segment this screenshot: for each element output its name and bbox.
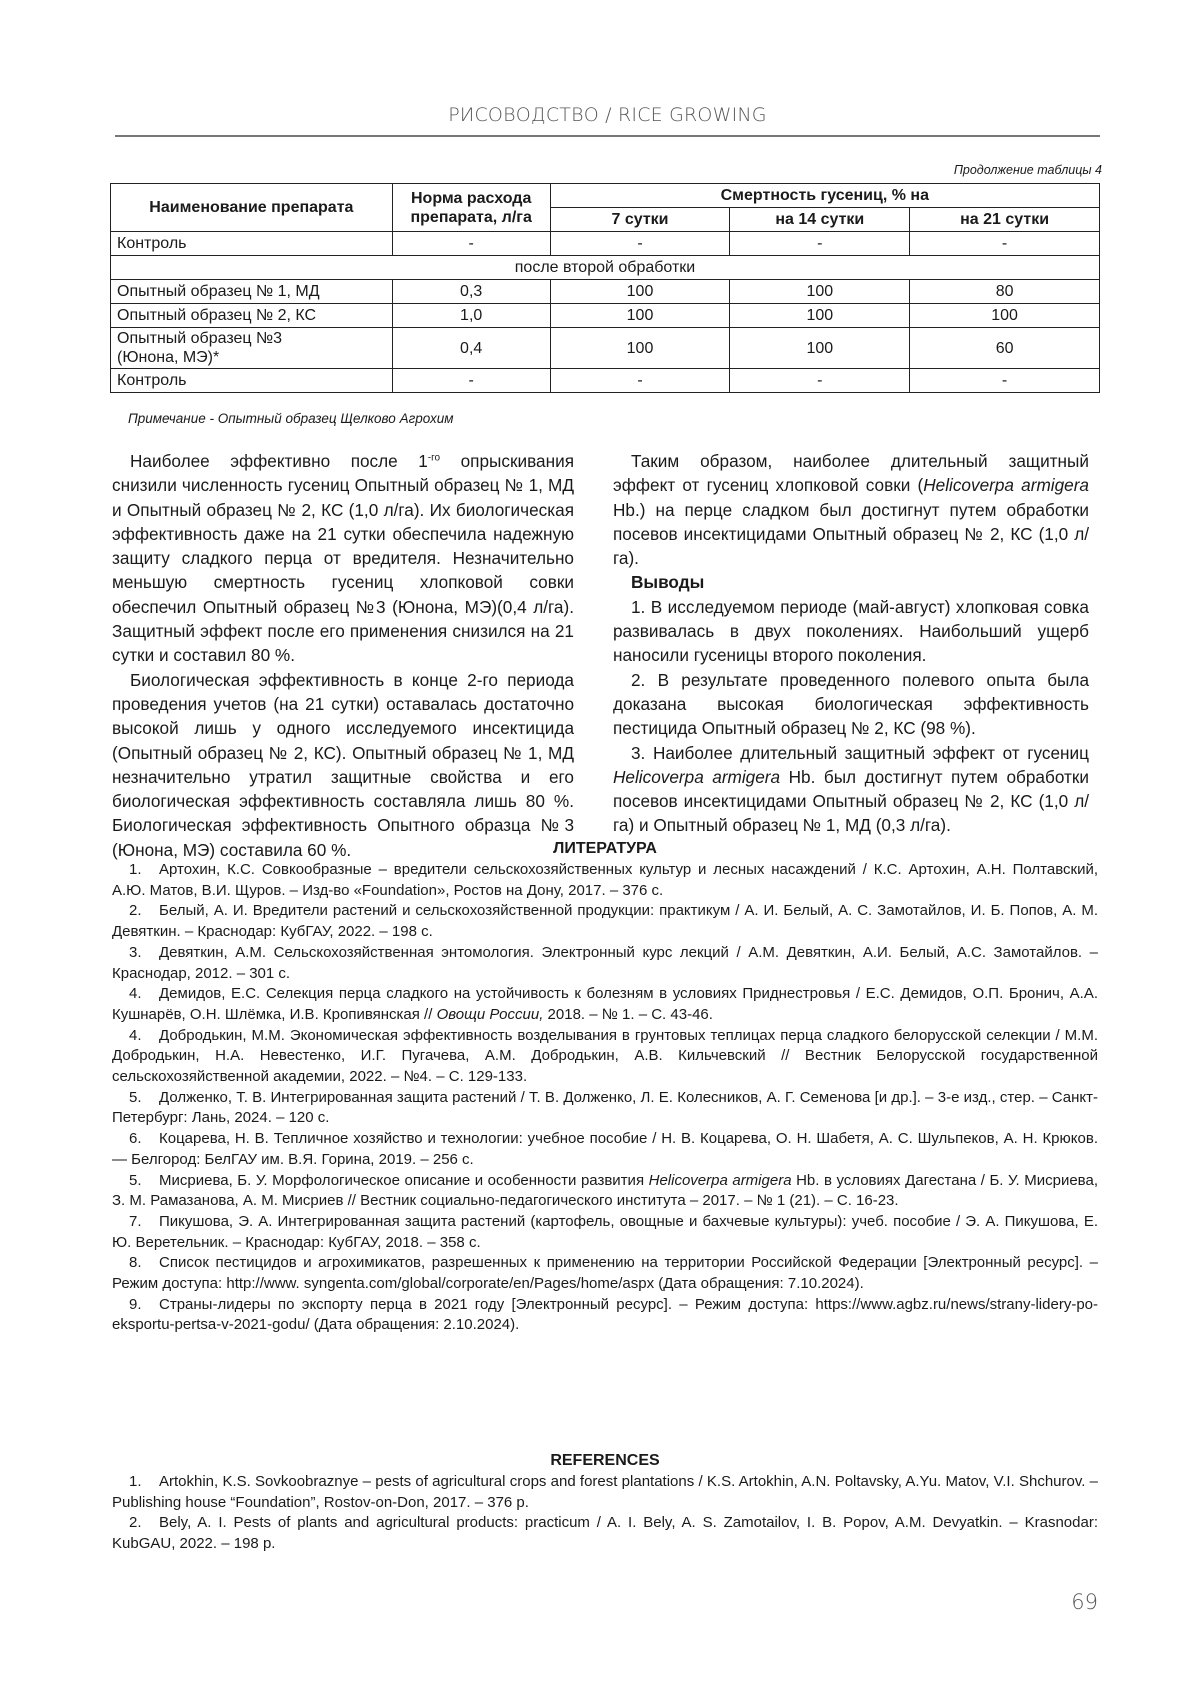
ref-text: Мисриева, Б. У. Морфологическое описание и особенности развития: [159, 1171, 649, 1189]
text: опрыскивания снизили численность гусениц Опытный образец № 1, МД и Опытный образец № 2, КС (1,0 л/га). Их биологическая эффективность даже на 21 сутки обеспечила надежную защиту сладкого перца от вредителя. Незначительно меньшую смертность гусениц хлопковой совки обеспечил Опытный образец №3 (Юнона, МЭ)(0,4 л/га). Защитный эффект после его применения снизился на 21 сутки и составил 80 %.: [112, 451, 574, 666]
table-header-row: [111, 184, 1100, 208]
ref-number: 6.: [129, 1130, 142, 1148]
cell-day21: -: [910, 232, 1100, 256]
cell-day7: 100: [550, 328, 730, 369]
header-rule: [115, 135, 1100, 137]
ref-text: Добродькин, М.М. Экономическая эффективность возделывания в грунтовых теплицах перца сладкого белорусской селекции / М.М. Добродькин, Н.А. Невестенко, И.Г. Пугачева, А.М. Добродькин, А.В. Кильчевский // Вестник Белорусской государственной сельскохозяйственной академии, 2022. – №4. – С. 129-133.: [112, 1026, 1098, 1086]
body-column-left: [112, 449, 574, 862]
col-header-day21: на 21 сутки: [910, 208, 1100, 232]
reference-item: [112, 1088, 1098, 1129]
reference-item: [112, 1129, 1098, 1170]
cell-name: Контроль: [111, 369, 393, 393]
col-header-rate: Норма расхода препарата, л/га: [392, 184, 550, 232]
col-header-mortality: Смертность гусениц, % на: [550, 184, 1099, 208]
paragraph: Биологическая эффективность в конце 2-го периода проведения учетов (на 21 сутки) оставалась достаточно высокой лишь у одного исследуемого инсектицида (Опытный образец № 2, КС). Опытный образец № 1, МД незначительно утратил защитные свойства и его биологическая эффективность составляла лишь 80 %. Биологическая эффективность Опытного образца №3 (Юнона, МЭ) составила 60 %.: [112, 669, 574, 860]
text: Наиболее эффективно после 1: [130, 451, 428, 471]
ref-text: Hb. в условиях Дагестана / Б. У. Мисриева, З. М. Рамазанова, А. М. Мисриев // Вестник социально-педагогического института – 2017. – № 1 (21). – С. 16-23.: [112, 1171, 1098, 1210]
ref-number: 1.: [129, 861, 142, 878]
ref-number: 9.: [129, 1295, 142, 1313]
body-column-right: [613, 449, 1089, 838]
cell-day14: -: [730, 232, 910, 256]
page-number: 69: [1071, 1590, 1098, 1614]
reference-item: [112, 1171, 1098, 1212]
ref-text: Коцарева, Н. В. Тепличное хозяйство и технологии: учебное пособие / Н. В. Коцарева, О. Н. Шабетя, А. С. Шульпеков, А. Н. Крюков. — Белгород: БелГАУ им. В.Я. Горина, 2019. – 256 с.: [112, 1130, 1098, 1168]
cell-day7: -: [550, 369, 730, 393]
cell-day14: 100: [730, 304, 910, 328]
cell-day14: -: [730, 369, 910, 393]
table-note: Примечание - Опытный образец Щелково Агрохим: [128, 411, 454, 426]
cell-day21: 100: [910, 304, 1100, 328]
ref-number: 2.: [129, 902, 142, 920]
text: Таким образом, наиболее длительный защитный эффект от гусениц хлопковой совки (: [613, 451, 1089, 496]
conclusion-item: [613, 741, 1089, 838]
reference-item: [112, 943, 1098, 984]
ref-number: 8.: [129, 1254, 142, 1272]
ref-text: Демидов, Е.С. Селекция перца сладкого на устойчивость к болезням в условиях Приднестровья / Е.С. Демидов, О.П. Бронич, А.А. Кушнарёв, О.Н. Шлёмка, И.В. Кропивянская //: [112, 985, 1098, 1023]
table-row: [111, 304, 1100, 328]
ref-text: Девяткин, А.М. Сельскохозяйственная энтомология. Электронный курс лекций / А.М. Девяткин, А.И. Белый, А.С. Замотайлов. – Краснодар, 2012. – 301 с.: [112, 943, 1098, 982]
literature-heading: ЛИТЕРАТУРА: [553, 840, 657, 857]
cell-name-line1: Опытный образец №3: [117, 330, 283, 347]
ref-text: Artokhin, K.S. Sovkoobraznye – pests of agricultural crops and forest plantations / K.S. Artokhin, A.N. Poltavsky, A.Yu. Matov, V.I. Shchurov. – Publishing house “Foundation”, Rostov-on-Don, 2017. – 376 p.: [112, 1473, 1098, 1511]
species-name: Helicoverpa armigera: [923, 475, 1089, 496]
ref-text: Пикушова, Э. А. Интегрированная защита растений (картофель, овощные и бахчевые культуры): учеб. пособие / Э. А. Пикушова, Е. Ю. Веретельник. – Краснодар: КубГАУ, 2018. – 358 с.: [112, 1212, 1098, 1251]
table-section-row: [111, 256, 1100, 280]
cell-day14: 100: [730, 280, 910, 304]
ref-text: Долженко, Т. В. Интегрированная защита растений / Т. В. Долженко, Л. Е. Колесников, А. Г. Семенова [и др.]. – 3-е изд., стер. – Санкт-Петербург: Лань, 2024. – 120 с.: [112, 1088, 1098, 1127]
cell-day21: 60: [910, 328, 1100, 369]
text: Hb.) на перце сладком был достигнут путем обработки посевов инсектицидами Опытный образец № 2, КС (1,0 л/га).: [613, 499, 1089, 569]
reference-item: [112, 1026, 1098, 1088]
ref-number: 7.: [129, 1212, 142, 1230]
reference-item: [112, 1253, 1098, 1294]
species-name: Helicoverpa armigera: [613, 766, 781, 787]
ref-text: Bely, A. I. Pests of plants and agricultural products: practicum / A. I. Bely, A. S. Zamotailov, I. B. Popov, A.M. Devyatkin. – Krasnodar: KubGAU, 2022. – 198 p.: [112, 1514, 1098, 1553]
table-row: [111, 369, 1100, 393]
ref-number: 1.: [129, 1473, 142, 1490]
cell-day14: 100: [730, 328, 910, 369]
species-name: Helicoverpa armigera: [648, 1171, 792, 1189]
literature-list: [112, 860, 1098, 1336]
cell-name: [111, 328, 393, 369]
reference-item: [112, 860, 1098, 901]
ref-number: 3.: [129, 943, 142, 961]
ref-number: 4.: [129, 985, 142, 1003]
cell-day7: 100: [550, 304, 730, 328]
reference-item: [112, 1295, 1098, 1336]
cell-rate: -: [392, 369, 550, 393]
conclusion-item: 2. В результате проведенного полевого опыта была доказана высокая биологическая эффективность пестицида Опытный образец № 2, КС (98 %).: [613, 669, 1089, 739]
col-header-day14: на 14 сутки: [730, 208, 910, 232]
cell-name: Опытный образец № 2, КС: [111, 304, 393, 328]
cell-day21: -: [910, 369, 1100, 393]
cell-rate: -: [392, 232, 550, 256]
mortality-table: [110, 183, 1100, 393]
cell-name-line2: (Юнона, МЭ)*: [117, 349, 220, 366]
superscript: -го: [427, 452, 441, 464]
ref-number: 2.: [129, 1514, 142, 1532]
ref-text: Страны-лидеры по экспорту перца в 2021 году [Электронный ресурс]. – Режим доступа: https://www.agbz.ru/news/strany-lidery-po-eksportu-pertsa-v-2021-godu/ (Дата обращения: 2.10.2024).: [112, 1295, 1098, 1334]
cell-rate: 0,3: [392, 280, 550, 304]
ref-number: 5.: [129, 1171, 142, 1189]
cell-day7: 100: [550, 280, 730, 304]
ref-text: Артохин, К.С. Совкообразные – вредители сельскохозяйственных культур и лесных насаждений / К.С. Артохин, А.Н. Полтавский, А.Ю. Матов, В.И. Щуров. – Изд-во «Foundation», Ростов на Дону, 2017. – 376 с.: [112, 861, 1098, 899]
reference-item: [112, 1472, 1098, 1513]
table-row: [111, 328, 1100, 369]
ref-number: 4.: [129, 1026, 142, 1044]
paragraph: [613, 449, 1089, 570]
section-label: после второй обработки: [111, 256, 1100, 280]
table-caption: Продолжение таблицы 4: [953, 163, 1102, 177]
ref-number: 5.: [129, 1088, 142, 1106]
ref-text: 2018. – № 1. – С. 43-46.: [543, 1005, 713, 1023]
ref-journal: Овощи России,: [436, 1005, 544, 1023]
cell-day7: -: [550, 232, 730, 256]
conclusion-item: 1. В исследуемом периоде (май-август) хлопковая совка развивалась в двух поколениях. Наибольший ущерб наносили гусеницы второго поколения.: [613, 596, 1089, 666]
reference-item: [112, 984, 1098, 1025]
col-header-day7: 7 сутки: [550, 208, 730, 232]
reference-item: [112, 1212, 1098, 1253]
cell-day21: 80: [910, 280, 1100, 304]
table-row: [111, 280, 1100, 304]
text: 3. Наиболее длительный защитный эффект от гусениц: [631, 742, 1089, 763]
cell-name: Контроль: [111, 232, 393, 256]
cell-rate: 0,4: [392, 328, 550, 369]
conclusions-heading: Выводы: [631, 572, 705, 593]
cell-name: Опытный образец № 1, МД: [111, 280, 393, 304]
paragraph: [112, 449, 574, 668]
reference-item: [112, 901, 1098, 942]
reference-item: [112, 1513, 1098, 1554]
references-list: [112, 1472, 1098, 1555]
cell-rate: 1,0: [392, 304, 550, 328]
running-title: РИСОВОДСТВО / RICE GROWING: [448, 104, 767, 126]
table-row: [111, 232, 1100, 256]
text: Hb. был достигнут путем обработки посевов инсектицидами Опытный образец № 2, КС (1,0 л/га) и Опытный образец № 1, МД (0,3 л/га).: [613, 766, 1089, 836]
references-heading: REFERENCES: [550, 1452, 660, 1469]
ref-text: Белый, А. И. Вредители растений и сельскохозяйственной продукции: практикум / А. И. Белый, А. С. Замотайлов, И. Б. Попов, А. М. Девяткин. – Краснодар: КубГАУ, 2022. – 198 с.: [112, 902, 1098, 941]
ref-text: Список пестицидов и агрохимикатов, разрешенных к применению на территории Российской Федерации [Электронный ресурс]. – Режим доступа: http://www. syngenta.com/global/corporate/en/Pages/home/aspx (Дата обращения: 7.10.2024).: [112, 1254, 1098, 1293]
col-header-name: Наименование препарата: [111, 184, 393, 232]
